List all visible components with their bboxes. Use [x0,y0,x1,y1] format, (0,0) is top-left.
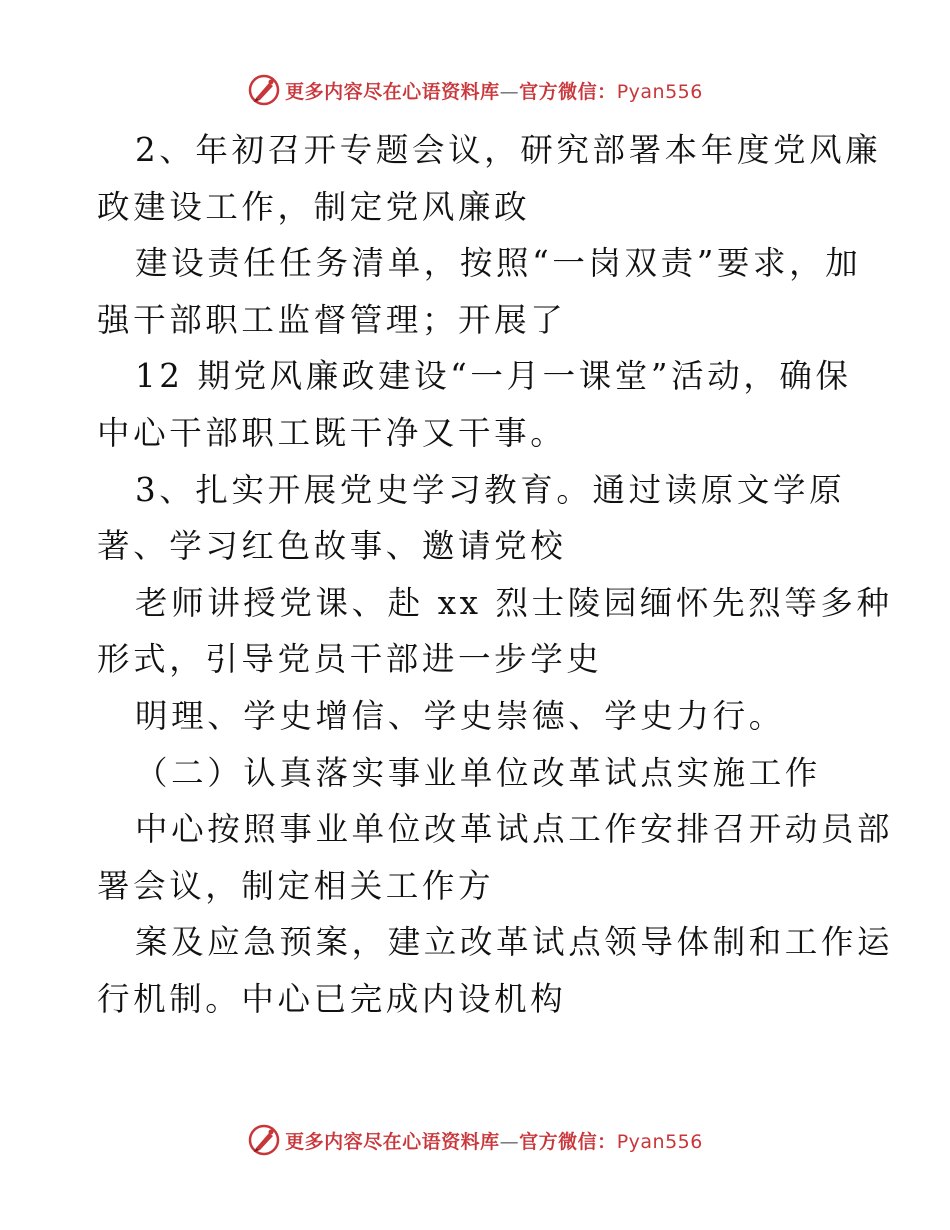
body-line: 政建设工作，制定党风廉政 [97,187,531,226]
body-line: 建设责任任务清单，按照“一岗双责”要求，加 [135,244,862,283]
body-line: 案及应急预案，建立改革试点领导体制和工作运 [135,923,894,962]
banner-brand-text: 更多内容尽在心语资料库 [285,1130,500,1153]
banner-wechat-id: Pyan556 [616,80,703,103]
body-line: 强干部职工监督管理；开展了 [97,300,567,339]
body-line: 明理、学史增信、学史崇德、学史力行。 [135,696,785,735]
body-line: 形式，引导党员干部进一步学史 [97,640,603,679]
body-line: 老师讲授党课、赴 xx 烈士陵园缅怀先烈等多种 [135,583,893,622]
banner-separator: — [499,1130,520,1153]
banner-wechat-id: Pyan556 [616,1130,703,1153]
body-line: 3、扎实开展党史学习教育。通过读原文学原 [135,470,846,509]
body-line: 中心干部职工既干净又干事。 [97,413,567,452]
banner-brand-text: 更多内容尽在心语资料库 [285,80,500,103]
footer-watermark-banner [0,1122,950,1158]
body-line: 中心按照事业单位改革试点工作安排召开动员部 [135,810,894,849]
body-line: 行机制。中心已完成内设机构 [97,979,567,1018]
banner-separator: — [499,80,520,103]
header-watermark-banner [0,72,950,108]
banner-wechat-label: 官方微信： [519,1130,617,1153]
section-heading: （二）认真落实事业单位改革试点实施工作 [135,753,821,792]
body-line: 署会议，制定相关工作方 [97,866,495,905]
banner-wechat-label: 官方微信： [519,80,617,103]
body-line: 2、年初召开专题会议，研究部署本年度党风廉 [135,131,882,169]
red-pen-seal-icon [247,1123,281,1157]
red-pen-seal-icon [247,73,281,107]
document-body [97,122,894,1028]
body-line: 12 期党风廉政建设“一月一课堂”活动，确保 [135,357,852,396]
body-line: 著、学习红色故事、邀请党校 [97,527,567,566]
